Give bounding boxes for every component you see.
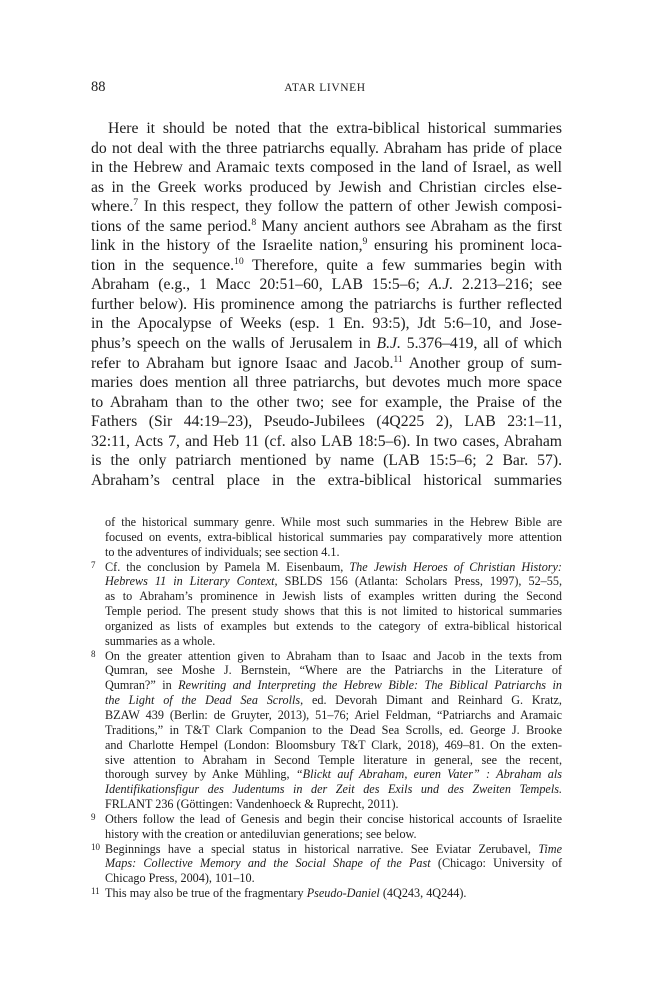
footnote-number: 7: [91, 559, 96, 570]
body-line: Fathers (Sir 44:19–23), Pseudo-Jubilees (4Q225 2), LAB 23:1–11,: [91, 413, 562, 431]
footnote-line: Qumran?” in Rewriting and Interpreting the Hebrew Bible: The Biblical Patriarchs in: [105, 678, 562, 693]
body-line: in the Apocalypse of Weeks (esp. 1 En. 93:5), Jdt 5:6–10, and Jose-: [91, 315, 562, 333]
footnote-ref: 10: [234, 256, 244, 267]
page-number: 88: [91, 79, 106, 95]
footnote-9: [91, 812, 562, 842]
footnote-ref: 8: [251, 216, 257, 228]
footnote-8: [91, 649, 562, 812]
footnote-line: This may also be true of the fragmentary Pseudo-Daniel (4Q243, 4Q244).: [105, 886, 467, 901]
footnote-ref: 11: [393, 353, 403, 365]
footnotes-section: [91, 515, 562, 901]
footnote-number: 9: [91, 811, 96, 822]
body-line: where.$^7$ In this respect, they follow the pattern of other Jewish composi-: [91, 197, 562, 216]
footnote-continuation: [91, 515, 562, 560]
footnote-number: 11: [91, 886, 100, 897]
body-line: as in the Greek works produced by Jewish and Christian circles else-: [91, 178, 562, 196]
body-line: Abraham’s central place in the extra-biblical historical summaries: [91, 471, 562, 489]
footnote-number: 10: [91, 841, 100, 852]
footnote-line: Maps: Collective Memory and the Social Shape of the Past (Chicago: University of: [105, 856, 562, 871]
footnote-line: focused on events, extra-biblical historical summaries pay comparatively more attention: [105, 529, 562, 544]
running-head: ATAR LIVNEH: [284, 82, 366, 94]
footnote-line: summaries as a whole.: [105, 633, 216, 648]
body-line: maries does mention all three patriarchs, but devotes much more space: [91, 374, 562, 392]
footnote-ref: 7: [133, 197, 139, 209]
footnote-line: Cf. the conclusion by Pamela M. Eisenbaum, The Jewish Heroes of Christian History:: [105, 559, 562, 574]
body-line: phus’s speech on the walls of Jerusalem in B.J. 5.376–419, all of which: [91, 335, 562, 353]
footnote-line: Chicago Press, 2004), 101–10.: [105, 871, 255, 886]
footnote-line: Temple period. The present study shows that this is not limited to historical summaries: [105, 604, 562, 619]
footnote-line: thorough survey by Anke Mühling, “Blickt auf Abraham, euren Vater” : Abraham als: [105, 767, 562, 782]
footnote-11: [91, 886, 562, 901]
footnote-line: to the adventures of individuals; see section 4.1.: [105, 544, 340, 559]
footnote-line: history with the creation or antediluvian generations; see below.: [105, 826, 417, 841]
footnote-line: Others follow the lead of Genesis and begin their concise historical accounts of Israelite: [105, 811, 562, 826]
footnote-line: On the greater attention given to Abraham than to Isaac and Jacob in the texts from: [105, 648, 562, 663]
footnote-number: 8: [91, 648, 96, 659]
footnote-line: FRLANT 236 (Göttingen: Vandenhoeck & Ruprecht, 2011).: [105, 797, 399, 812]
footnote-10: [91, 842, 562, 887]
footnote-line: Qumran, see Moshe J. Bernstein, “Where are the Patriarchs in the Literature of: [105, 663, 562, 678]
footnote-line: Beginnings have a special status in historical narrative. See Eviatar Zerubavel, Time: [105, 841, 562, 856]
body-line: link in the history of the Israelite nation,$^9$ ensuring his prominent loca-: [91, 236, 563, 255]
body-line: Here it should be noted that the extra-biblical historical summaries: [108, 120, 562, 137]
footnote-line: BZAW 439 (Berlin: de Gruyter, 2013), 51–76; Ariel Feldman, “Patriarchs and Aramaic: [105, 707, 562, 722]
footnote-7: [91, 560, 562, 649]
footnote-line: organized as lists of examples but extends to the category of extra-biblical historical: [105, 618, 562, 633]
footnote-line: the Light of the Dead Sea Scrolls, ed. Devorah Dimant and Reinhard G. Kratz,: [105, 693, 562, 708]
footnote-line: as to Abraham’s prominence in Jewish lists of examples written during the Second: [105, 589, 562, 604]
footnote-line: sive attention to Abraham in Second Temple literature in general, see the recent,: [105, 752, 562, 767]
body-line: further below). His prominence among the patriarchs is further reflected: [91, 295, 562, 313]
body-line: to Abraham than to the other two; see for example, the Praise of the: [91, 393, 562, 411]
footnote-line: Identifikationsfigur des Judentums in der Zeit des Exils und des Zweiten Tempels.: [105, 782, 562, 797]
body-line: refer to Abraham but ignore Isaac and Jacob.$^{11}$ Another group of sum-: [91, 353, 562, 372]
body-line: in the Hebrew and Aramaic texts composed in the land of Israel, as well: [91, 159, 562, 177]
footnote-line: Traditions,” in T&T Clark Companion to the Dead Sea Scrolls, ed. George J. Brooke: [105, 722, 562, 737]
footnote-ref: 9: [362, 236, 368, 248]
footnote-line: of the historical summary genre. While most such summaries in the Hebrew Bible are: [105, 515, 562, 529]
footnote-line: and Charlotte Hempel (London: Bloomsbury T&T Clark, 2018), 469–81. On the exten-: [105, 737, 562, 752]
footnote-line: Hebrews 11 in Literary Context, SBLDS 156 (Atlanta: Scholars Press, 1997), 52–55,: [105, 574, 562, 589]
body-line: tions of the same period.$^8$ Many ancient authors see Abraham as the first: [91, 216, 562, 235]
body-line: is the only patriarch mentioned by name (LAB 15:5–6; 2 Bar. 57).: [91, 452, 562, 470]
body-line: Abraham (e.g., 1 Macc 20:51–60, LAB 15:5–6; A.J. 2.213–216; see: [91, 276, 563, 294]
body-line: tion in the sequence.$^{10}$ Therefore, quite a few summaries begin with: [91, 256, 563, 274]
main-text: [91, 119, 562, 490]
body-line: do not deal with the three patriarchs equally. Abraham has pride of place: [91, 139, 562, 157]
body-line: 32:11, Acts 7, and Heb 11 (cf. also LAB 18:5–6). In two cases, Abraham: [91, 432, 562, 450]
